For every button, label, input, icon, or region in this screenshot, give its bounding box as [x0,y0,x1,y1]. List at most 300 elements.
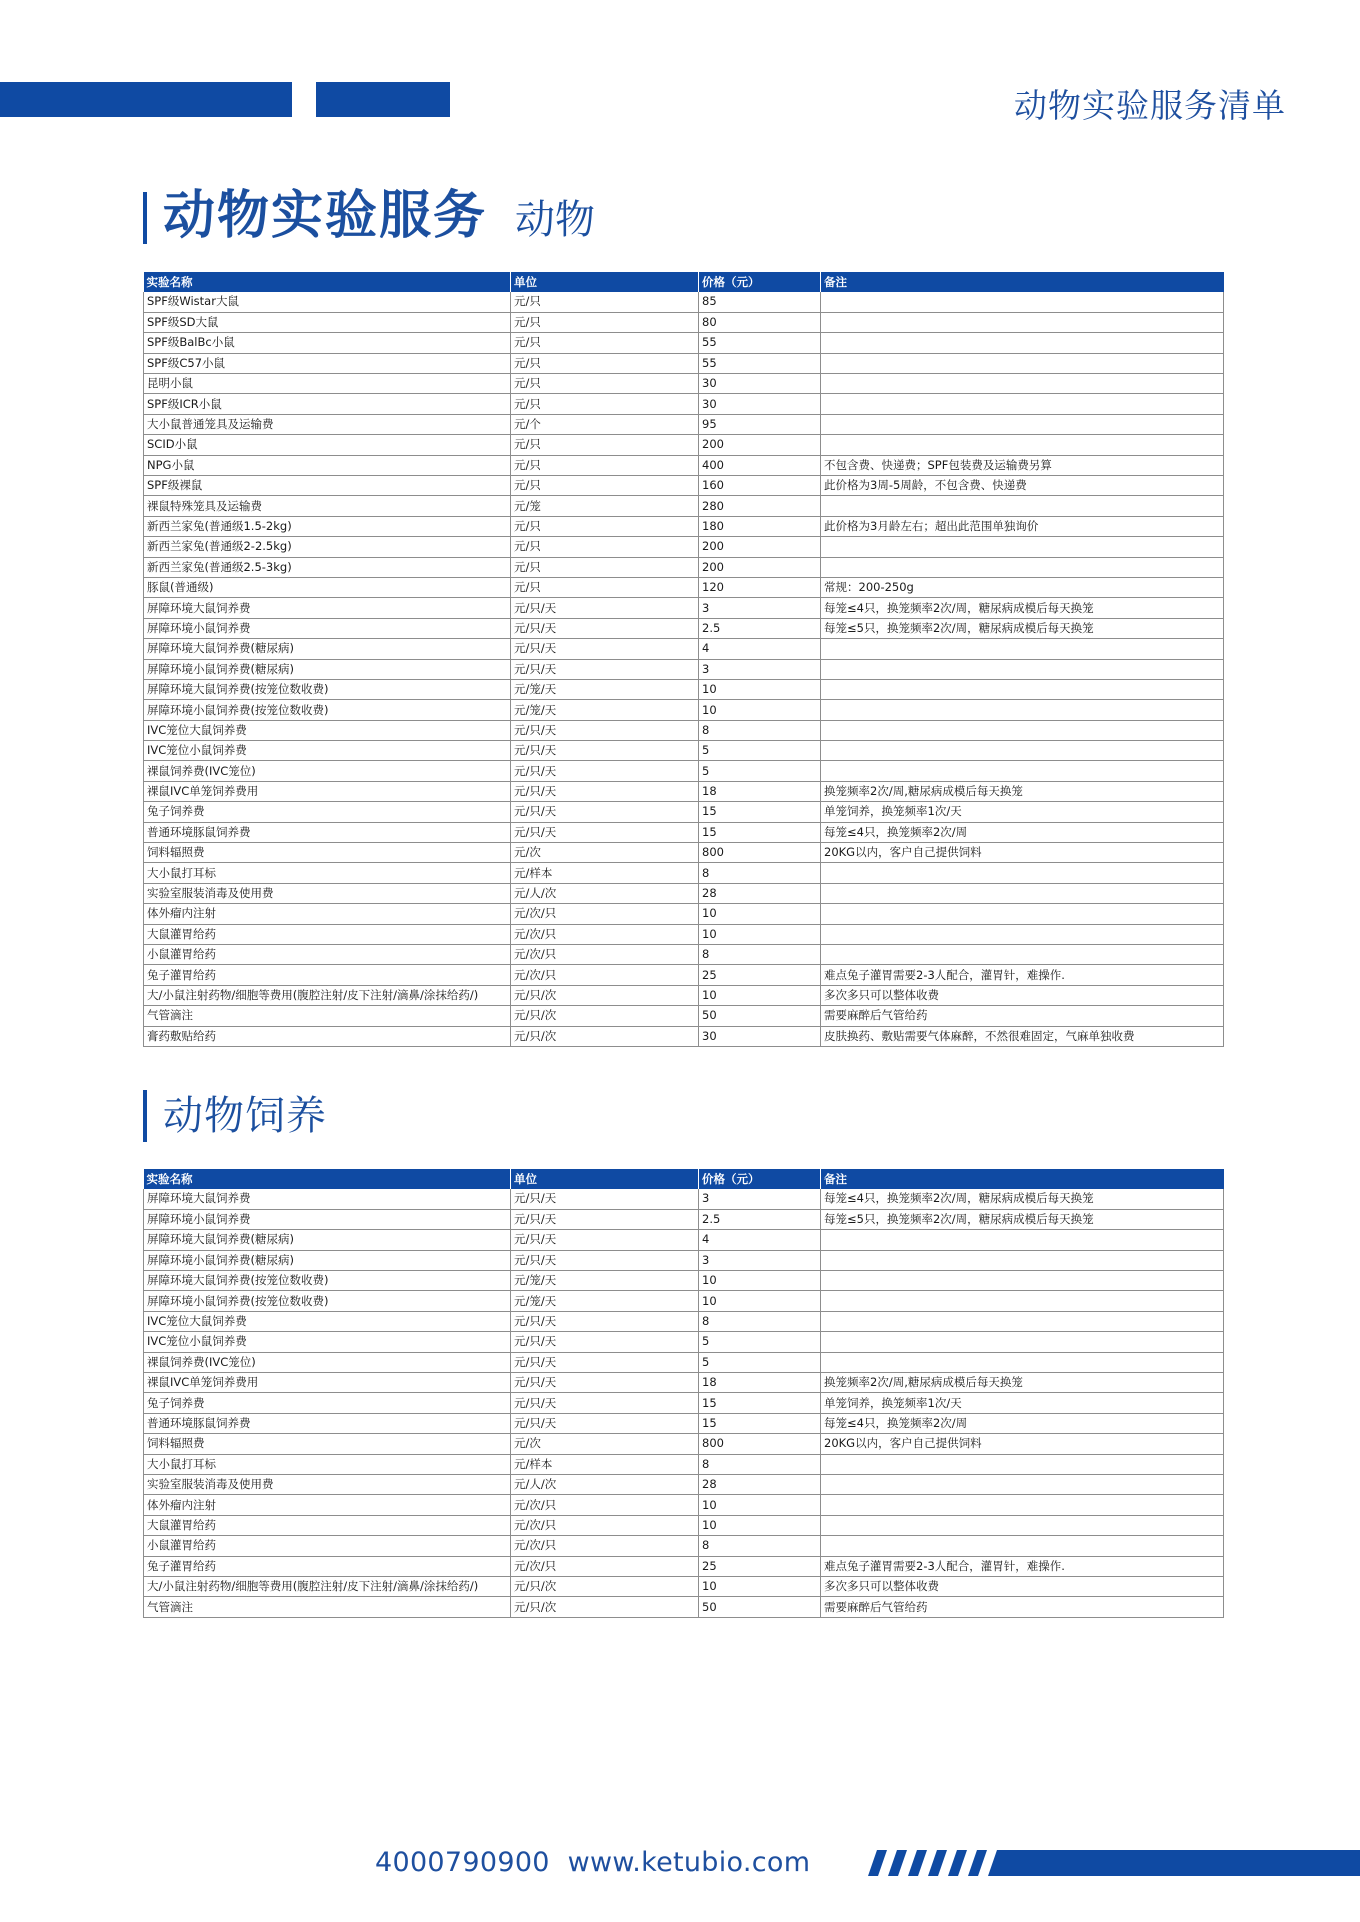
cell-price: 10 [699,679,821,699]
cell-name: 膏药敷贴给药 [144,1026,511,1046]
cell-notes [821,292,1224,312]
cell-unit: 元/笼/天 [511,679,699,699]
cell-price: 2.5 [699,618,821,638]
cell-price: 10 [699,1495,821,1515]
cell-unit: 元/次 [511,843,699,863]
column-header-notes: 备注 [821,1169,1224,1189]
cell-name: 体外瘤内注射 [144,1495,511,1515]
cell-name: 裸鼠特殊笼具及运输费 [144,496,511,516]
cell-unit: 元/只/天 [511,761,699,781]
cell-notes [821,945,1224,965]
cell-price: 200 [699,435,821,455]
table-row [144,904,1224,924]
column-header-unit: 单位 [511,272,699,292]
cell-price: 8 [699,945,821,965]
table-row [144,863,1224,883]
cell-notes [821,1250,1224,1270]
table-header-row [144,272,1224,292]
table-row [144,598,1224,618]
cell-price: 5 [699,761,821,781]
cell-unit: 元/样本 [511,1454,699,1474]
cell-price: 95 [699,414,821,434]
cell-notes: 单笼饲养，换笼频率1次/天 [821,1393,1224,1413]
table-row [144,618,1224,638]
cell-unit: 元/只/天 [511,822,699,842]
cell-name: 屏障环境小鼠饲养费(按笼位数收费) [144,700,511,720]
cell-unit: 元/只 [511,577,699,597]
cell-name: NPG小鼠 [144,455,511,475]
cell-unit: 元/只/次 [511,1026,699,1046]
cell-unit: 元/只 [511,353,699,373]
cell-price: 8 [699,1311,821,1331]
table-row [144,1373,1224,1393]
cell-notes [821,700,1224,720]
cell-name: SPF级SD大鼠 [144,312,511,332]
cell-notes [821,333,1224,353]
table-row [144,802,1224,822]
table-row [144,1597,1224,1617]
section1-title: 动物实验服务 [163,186,488,246]
cell-price: 3 [699,659,821,679]
cell-unit: 元/只/天 [511,1332,699,1352]
cell-name: 屏障环境小鼠饲养费(糖尿病) [144,1250,511,1270]
header-accent-bar-right [316,82,450,117]
cell-unit: 元/次/只 [511,1536,699,1556]
cell-price: 8 [699,720,821,740]
cell-unit: 元/笼/天 [511,700,699,720]
cell-notes: 每笼≤4只，换笼频率2次/周 [821,1413,1224,1433]
cell-unit: 元/只/天 [511,1413,699,1433]
section2-heading-bar [143,1090,147,1142]
cell-unit: 元/个 [511,414,699,434]
cell-unit: 元/只/天 [511,781,699,801]
cell-unit: 元/只 [511,476,699,496]
section2-heading [143,1090,327,1142]
cell-unit: 元/次/只 [511,945,699,965]
cell-notes [821,353,1224,373]
cell-price: 30 [699,394,821,414]
table-row [144,822,1224,842]
cell-notes: 皮肤换药、敷贴需要气体麻醉，不然很难固定，气麻单独收费 [821,1026,1224,1046]
section2-title: 动物饲养 [163,1093,327,1139]
cell-unit: 元/只/次 [511,985,699,1005]
table-row [144,1352,1224,1372]
cell-notes [821,1352,1224,1372]
cell-price: 55 [699,333,821,353]
cell-notes [821,1230,1224,1250]
cell-notes: 常规：200-250g [821,577,1224,597]
cell-notes: 难点兔子灌胃需要2-3人配合，灌胃针，难操作. [821,965,1224,985]
cell-notes [821,1332,1224,1352]
cell-notes [821,435,1224,455]
cell-price: 25 [699,1556,821,1576]
cell-price: 25 [699,965,821,985]
cell-unit: 元/只/天 [511,741,699,761]
cell-name: 豚鼠(普通级) [144,577,511,597]
cell-notes [821,312,1224,332]
cell-unit: 元/只/天 [511,1352,699,1372]
page-header-title: 动物实验服务清单 [1014,86,1286,125]
table-row [144,761,1224,781]
cell-price: 10 [699,1271,821,1291]
cell-notes [821,720,1224,740]
cell-unit: 元/人/次 [511,883,699,903]
cell-notes: 需要麻醉后气管给药 [821,1597,1224,1617]
cell-price: 4 [699,1230,821,1250]
table-row [144,496,1224,516]
table-row [144,781,1224,801]
cell-unit: 元/次/只 [511,1495,699,1515]
cell-name: SPF级裸鼠 [144,476,511,496]
cell-name: IVC笼位小鼠饲养费 [144,741,511,761]
cell-notes: 难点兔子灌胃需要2-3人配合，灌胃针，难操作. [821,1556,1224,1576]
table-row [144,455,1224,475]
table-row [144,1209,1224,1229]
table-row [144,1393,1224,1413]
cell-name: SPF级ICR小鼠 [144,394,511,414]
cell-price: 200 [699,537,821,557]
cell-price: 15 [699,802,821,822]
cell-unit: 元/只/天 [511,720,699,740]
cell-name: SCID小鼠 [144,435,511,455]
cell-price: 280 [699,496,821,516]
cell-name: 新西兰家兔(普通级1.5-2kg) [144,516,511,536]
cell-price: 200 [699,557,821,577]
cell-price: 10 [699,924,821,944]
cell-name: 屏障环境小鼠饲养费(糖尿病) [144,659,511,679]
cell-notes: 换笼频率2次/周,糖尿病成模后每天换笼 [821,781,1224,801]
cell-name: 普通环境豚鼠饲养费 [144,1413,511,1433]
cell-price: 160 [699,476,821,496]
cell-price: 4 [699,639,821,659]
cell-price: 10 [699,1515,821,1535]
cell-name: 新西兰家兔(普通级2.5-3kg) [144,557,511,577]
header-accent-bar-left [0,82,292,117]
cell-name: 裸鼠饲养费(IVC笼位) [144,1352,511,1372]
cell-unit: 元/次/只 [511,924,699,944]
cell-unit: 元/只 [511,455,699,475]
cell-notes: 换笼频率2次/周,糖尿病成模后每天换笼 [821,1373,1224,1393]
cell-notes [821,1271,1224,1291]
table-row [144,1291,1224,1311]
feeding-price-table [143,1169,1224,1618]
cell-unit: 元/只/天 [511,598,699,618]
cell-price: 10 [699,1576,821,1596]
cell-name: 裸鼠IVC单笼饲养费用 [144,1373,511,1393]
table-header-row [144,1169,1224,1189]
cell-price: 10 [699,1291,821,1311]
cell-notes [821,414,1224,434]
cell-unit: 元/只 [511,292,699,312]
cell-notes [821,1495,1224,1515]
table-row [144,1454,1224,1474]
cell-price: 120 [699,577,821,597]
table-row [144,1332,1224,1352]
cell-unit: 元/笼/天 [511,1291,699,1311]
cell-price: 28 [699,1474,821,1494]
cell-name: 大小鼠打耳标 [144,863,511,883]
table-row [144,1474,1224,1494]
cell-unit: 元/只/次 [511,1597,699,1617]
cell-unit: 元/次/只 [511,904,699,924]
cell-price: 18 [699,1373,821,1393]
cell-price: 15 [699,1413,821,1433]
cell-name: 兔子灌胃给药 [144,1556,511,1576]
cell-price: 5 [699,1332,821,1352]
cell-notes: 此价格为3月龄左右；超出此范围单独询价 [821,516,1224,536]
table-row [144,1230,1224,1250]
table-row [144,414,1224,434]
cell-price: 30 [699,1026,821,1046]
cell-unit: 元/只 [511,557,699,577]
cell-unit: 元/只/天 [511,1311,699,1331]
table-row [144,1515,1224,1535]
table-row [144,333,1224,353]
cell-notes [821,904,1224,924]
cell-notes: 多次多只可以整体收费 [821,1576,1224,1596]
cell-unit: 元/只/天 [511,1189,699,1209]
cell-notes: 每笼≤4只，换笼频率2次/周 [821,822,1224,842]
cell-unit: 元/只/天 [511,1373,699,1393]
cell-notes: 20KG以内，客户自己提供饲料 [821,843,1224,863]
cell-price: 15 [699,822,821,842]
table-row [144,1026,1224,1046]
table-row [144,924,1224,944]
table-row [144,720,1224,740]
cell-name: 屏障环境大鼠饲养费(糖尿病) [144,639,511,659]
table-row [144,1006,1224,1026]
cell-name: 裸鼠IVC单笼饲养费用 [144,781,511,801]
table-row [144,1189,1224,1209]
column-header-notes: 备注 [821,272,1224,292]
table-row [144,679,1224,699]
cell-unit: 元/只/天 [511,1250,699,1270]
cell-unit: 元/人/次 [511,1474,699,1494]
cell-unit: 元/只/次 [511,1576,699,1596]
cell-name: SPF级BalBc小鼠 [144,333,511,353]
cell-name: 裸鼠饲养费(IVC笼位) [144,761,511,781]
cell-price: 800 [699,843,821,863]
footer-stripes-graphic [858,1850,1360,1876]
footer-website-link[interactable]: www.ketubio.com [567,1847,811,1878]
cell-name: 饲料辐照费 [144,843,511,863]
cell-name: 屏障环境大鼠饲养费(按笼位数收费) [144,1271,511,1291]
table-row [144,1556,1224,1576]
cell-price: 50 [699,1006,821,1026]
cell-price: 85 [699,292,821,312]
cell-price: 10 [699,700,821,720]
cell-price: 400 [699,455,821,475]
table-row [144,1576,1224,1596]
cell-name: 大/小鼠注射药物/细胞等费用(腹腔注射/皮下注射/滴鼻/涂抹给药/) [144,1576,511,1596]
cell-unit: 元/只 [511,312,699,332]
cell-price: 8 [699,1454,821,1474]
cell-notes: 此价格为3周-5周龄，不包含费、快递费 [821,476,1224,496]
cell-price: 180 [699,516,821,536]
table-row [144,557,1224,577]
cell-unit: 元/次 [511,1434,699,1454]
cell-notes [821,557,1224,577]
cell-price: 8 [699,863,821,883]
cell-name: 大小鼠普通笼具及运输费 [144,414,511,434]
cell-name: 气管滴注 [144,1597,511,1617]
cell-price: 30 [699,374,821,394]
cell-notes: 每笼≤5只，换笼频率2次/周，糖尿病成模后每天换笼 [821,1209,1224,1229]
table-row [144,577,1224,597]
cell-notes [821,863,1224,883]
cell-name: 兔子灌胃给药 [144,965,511,985]
table-row [144,516,1224,536]
cell-unit: 元/次/只 [511,1515,699,1535]
table-row [144,1311,1224,1331]
cell-notes [821,741,1224,761]
cell-notes: 每笼≤4只，换笼频率2次/周，糖尿病成模后每天换笼 [821,598,1224,618]
cell-notes [821,761,1224,781]
section1-heading-bar [143,192,147,244]
cell-unit: 元/笼 [511,496,699,516]
cell-name: 体外瘤内注射 [144,904,511,924]
cell-name: 屏障环境小鼠饲养费 [144,618,511,638]
cell-name: 饲料辐照费 [144,1434,511,1454]
column-header-name: 实验名称 [144,272,511,292]
table-row [144,394,1224,414]
cell-name: 气管滴注 [144,1006,511,1026]
cell-price: 10 [699,904,821,924]
table-row [144,741,1224,761]
cell-unit: 元/只 [511,394,699,414]
cell-notes [821,374,1224,394]
cell-notes [821,1291,1224,1311]
table-row [144,353,1224,373]
cell-name: 大小鼠打耳标 [144,1454,511,1474]
table-row [144,1413,1224,1433]
cell-price: 5 [699,1352,821,1372]
table-row [144,883,1224,903]
cell-name: 大鼠灌胃给药 [144,1515,511,1535]
table-row [144,843,1224,863]
cell-price: 55 [699,353,821,373]
cell-unit: 元/只/次 [511,1006,699,1026]
cell-price: 3 [699,598,821,618]
cell-name: 屏障环境大鼠饲养费(按笼位数收费) [144,679,511,699]
cell-notes [821,537,1224,557]
cell-name: 小鼠灌胃给药 [144,945,511,965]
cell-name: 小鼠灌胃给药 [144,1536,511,1556]
table-row [144,965,1224,985]
table-row [144,985,1224,1005]
table-row [144,945,1224,965]
cell-name: IVC笼位大鼠饲养费 [144,1311,511,1331]
cell-notes [821,679,1224,699]
cell-unit: 元/只/天 [511,1209,699,1229]
cell-price: 3 [699,1250,821,1270]
footer-contact [375,1847,810,1878]
cell-unit: 元/样本 [511,863,699,883]
cell-unit: 元/只 [511,537,699,557]
table-row [144,435,1224,455]
footer-phone: 4000790900 [375,1847,550,1878]
cell-notes: 每笼≤5只，换笼频率2次/周，糖尿病成模后每天换笼 [821,618,1224,638]
cell-unit: 元/只/天 [511,639,699,659]
table-row [144,700,1224,720]
cell-notes [821,1515,1224,1535]
cell-notes [821,496,1224,516]
column-header-unit: 单位 [511,1169,699,1189]
cell-name: 新西兰家兔(普通级2-2.5kg) [144,537,511,557]
cell-name: SPF级C57小鼠 [144,353,511,373]
cell-unit: 元/次/只 [511,965,699,985]
cell-notes [821,1311,1224,1331]
cell-notes: 多次多只可以整体收费 [821,985,1224,1005]
cell-notes [821,659,1224,679]
cell-unit: 元/次/只 [511,1556,699,1576]
table-row [144,1536,1224,1556]
cell-unit: 元/只 [511,516,699,536]
column-header-name: 实验名称 [144,1169,511,1189]
animal-price-table [143,272,1224,1047]
cell-price: 800 [699,1434,821,1454]
section1-subtitle: 动物 [515,197,596,243]
cell-name: 屏障环境小鼠饲养费(按笼位数收费) [144,1291,511,1311]
cell-name: SPF级Wistar大鼠 [144,292,511,312]
cell-unit: 元/只/天 [511,1230,699,1250]
cell-name: 兔子饲养费 [144,802,511,822]
cell-unit: 元/只/天 [511,618,699,638]
cell-notes [821,883,1224,903]
cell-unit: 元/只/天 [511,1393,699,1413]
cell-name: 实验室服装消毒及使用费 [144,1474,511,1494]
cell-name: 屏障环境小鼠饲养费 [144,1209,511,1229]
table-row [144,476,1224,496]
table-row [144,639,1224,659]
cell-notes [821,924,1224,944]
cell-name: 实验室服装消毒及使用费 [144,883,511,903]
cell-notes [821,1454,1224,1474]
table-row [144,1250,1224,1270]
cell-price: 10 [699,985,821,1005]
cell-name: 大/小鼠注射药物/细胞等费用(腹腔注射/皮下注射/滴鼻/涂抹给药/) [144,985,511,1005]
section1-heading [143,188,595,244]
table-row [144,1434,1224,1454]
table-row [144,659,1224,679]
table-row [144,1495,1224,1515]
cell-name: 昆明小鼠 [144,374,511,394]
cell-unit: 元/笼/天 [511,1271,699,1291]
cell-notes: 单笼饲养，换笼频率1次/天 [821,802,1224,822]
cell-price: 80 [699,312,821,332]
table-row [144,1271,1224,1291]
cell-unit: 元/只 [511,435,699,455]
cell-unit: 元/只/天 [511,659,699,679]
cell-price: 8 [699,1536,821,1556]
cell-price: 28 [699,883,821,903]
column-header-price: 价格（元） [699,1169,821,1189]
cell-notes [821,1536,1224,1556]
cell-name: 屏障环境大鼠饲养费 [144,1189,511,1209]
cell-unit: 元/只 [511,333,699,353]
cell-unit: 元/只 [511,374,699,394]
table-row [144,312,1224,332]
cell-name: IVC笼位小鼠饲养费 [144,1332,511,1352]
cell-name: 大鼠灌胃给药 [144,924,511,944]
column-header-price: 价格（元） [699,272,821,292]
cell-price: 3 [699,1189,821,1209]
cell-notes [821,639,1224,659]
cell-name: 屏障环境大鼠饲养费(糖尿病) [144,1230,511,1250]
cell-name: 兔子饲养费 [144,1393,511,1413]
cell-notes: 每笼≤4只，换笼频率2次/周，糖尿病成模后每天换笼 [821,1189,1224,1209]
cell-name: IVC笼位大鼠饲养费 [144,720,511,740]
